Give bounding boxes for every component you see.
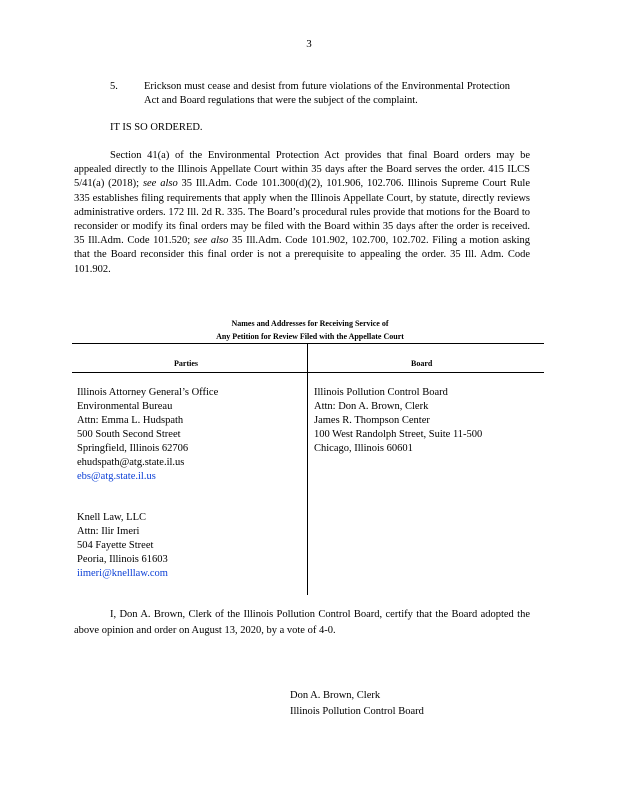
email-link[interactable]: ebs@atg.state.il.us: [77, 471, 156, 482]
email-link[interactable]: iimeri@knelllaw.com: [77, 568, 168, 579]
appeal-paragraph: [74, 149, 530, 277]
party-knell-law: [77, 511, 168, 581]
address-line: 504 Fayette Street: [77, 540, 154, 551]
appeal-text-2: 35 Ill.Adm. Code 101.300(d)(2), 101.906, 102.706. Illinois Supreme Court Rule 335 establishes filing requirements that apply when the Illinois Appellate Court, by statute, directly reviews administrative orders. 172 Ill. 2d R. 335. The Board’s procedural rules provide that motions for the Board to reconsider or modify its final orders may be filed with the Board within 35 days after the order is received. 35 Ill.Adm. Code 101.520;: [74, 178, 530, 247]
see-also-1: see also: [142, 178, 178, 190]
signer-organization: Illinois Pollution Control Board: [290, 706, 424, 717]
column-header-board: Board: [411, 359, 433, 368]
column-header-parties: Parties: [174, 359, 198, 368]
so-ordered: IT IS SO ORDERED.: [110, 122, 203, 133]
address-line: Illinois Attorney General’s Office: [77, 387, 219, 398]
board-address: [314, 386, 482, 456]
item-text: Erickson must cease and desist from future violations of the Environmental Protection Act and Board regulations that were the subject of the complaint.: [144, 81, 510, 106]
address-line: Springfield, Illinois 62706: [77, 443, 189, 454]
heading-line-2: Any Petition for Review Filed with the Appellate Court: [216, 332, 404, 341]
heading-line-1: Names and Addresses for Receiving Service of: [231, 319, 389, 328]
address-line: Attn: Emma L. Hudspath: [77, 415, 184, 426]
signer-name: Don A. Brown, Clerk: [290, 690, 381, 701]
address-line: Knell Law, LLC: [77, 512, 147, 523]
clerk-certification: I, Don A. Brown, Clerk of the Illinois Pollution Control Board, certify that the Board adopted the above opinion and order on August 13, 2020, by a vote of 4-0.: [74, 609, 530, 636]
service-table-heading: [160, 317, 460, 343]
address-line: Chicago, Illinois 60601: [314, 443, 413, 454]
address-line: Environmental Bureau: [77, 401, 173, 412]
appeal-text-1: Section 41(a) of the Environmental Protection Act provides that final Board orders may be appealed directly to the Illinois Appellate Court within 35 days after the Board serves the order. 415 ILCS 5/41(a) (2018);: [74, 150, 530, 190]
table-column-divider: [307, 343, 308, 595]
signature-block: [290, 688, 424, 720]
address-line: Attn: Don A. Brown, Clerk: [314, 401, 429, 412]
email-line: ehudspath@atg.state.il.us: [77, 457, 185, 468]
address-line: Attn: Ilir Imeri: [77, 526, 140, 537]
appeal-text-3: 35 Ill.Adm. Code 101.902, 102.700, 102.702. Filing a motion asking that the Board reconsider this final order is not a prerequisite to appealing the order. 35 Ill. Adm. Code 101.902.: [74, 235, 530, 275]
see-also-2: see also: [193, 235, 229, 247]
address-line: James R. Thompson Center: [314, 415, 430, 426]
table-top-rule: [72, 343, 544, 344]
address-line: 100 West Randolph Street, Suite 11-500: [314, 429, 483, 440]
table-header-rule: [72, 372, 544, 373]
page-number: 3: [306, 38, 312, 50]
party-attorney-general: [77, 386, 218, 484]
item-number: 5.: [110, 81, 118, 92]
order-item-5: [110, 80, 510, 108]
address-line: Peoria, Illinois 61603: [77, 554, 168, 565]
address-line: 500 South Second Street: [77, 429, 181, 440]
address-line: Illinois Pollution Control Board: [314, 387, 448, 398]
